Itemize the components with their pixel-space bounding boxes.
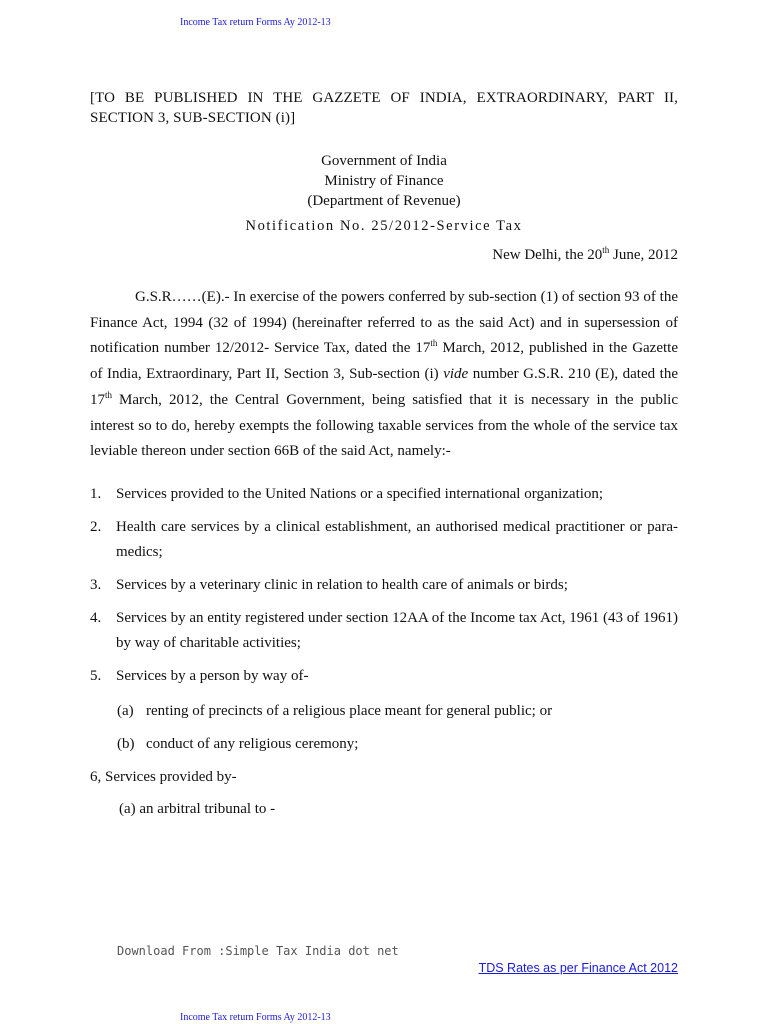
department-line: (Department of Revenue) xyxy=(307,193,461,209)
sub-item xyxy=(117,699,678,724)
item-number: 1. xyxy=(90,485,102,502)
list-item xyxy=(90,664,678,689)
authority-block xyxy=(90,151,678,211)
item-text: Services by an entity registered under section 12AA of the Income tax Act, 1961 (43 of 1961) by way of charitable activities; xyxy=(116,609,678,651)
item-text: Services by a person by way of- xyxy=(116,667,309,684)
preamble-part1: G.S.R……(E).- In exercise of the powers conferred by sub-section (1) of section 93 of the Finance Act, 1994 (32 of 1994) (hereinafter referred to as the said Act) and in supersession of notification number 12/2012- Service Tax, dated the 17 xyxy=(90,289,678,357)
preamble-part3: number G.S.R. 210 (E), dated the 17 xyxy=(90,366,678,408)
government-line: Government of India xyxy=(321,153,447,169)
item-number: 2. xyxy=(90,518,102,535)
item-number: 5. xyxy=(90,667,102,684)
publication-note: [TO BE PUBLISHED IN THE GAZZETE OF INDIA, EXTRAORDINARY, PART II, SECTION 3, SUB-SECTION (i)] xyxy=(90,90,678,126)
sub-item xyxy=(117,732,678,757)
preamble-paragraph xyxy=(90,285,678,465)
exemption-list xyxy=(90,482,678,822)
date-line xyxy=(90,247,678,264)
notification-title: Notification No. 25/2012-Service Tax xyxy=(245,218,523,234)
item-text: Services provided to the United Nations or a specified international organization; xyxy=(116,485,604,502)
header-link[interactable]: Income Tax return Forms Ay 2012-13 xyxy=(180,17,331,28)
sub-item-number: (b) xyxy=(117,735,135,752)
date-sup: th xyxy=(602,245,610,255)
download-source-text: Download From :Simple Tax India dot net xyxy=(117,944,399,958)
date-prefix: New Delhi, the 20 xyxy=(492,247,603,263)
list-item xyxy=(90,482,678,507)
sub-item-number: (a) xyxy=(117,702,134,719)
preamble-part4: March, 2012, the Central Government, being satisfied that it is necessary in the public interest so to do, hereby exempts the following taxable services from the whole of the service tax leviable thereon under section 66B of the said Act, namely:- xyxy=(90,391,678,460)
list-item xyxy=(90,515,678,565)
sub-item-text: renting of precincts of a religious place meant for general public; or xyxy=(146,702,553,719)
ministry-line: Ministry of Finance xyxy=(324,173,444,189)
footer-link[interactable]: Income Tax return Forms Ay 2012-13 xyxy=(180,1012,331,1023)
date-suffix: June, 2012 xyxy=(609,247,678,263)
list-item xyxy=(90,606,678,656)
item-text: Services by a veterinary clinic in relation to health care of animals or birds; xyxy=(116,576,568,593)
document-body xyxy=(90,88,678,822)
item-number: 3. xyxy=(90,576,102,593)
preamble-sup2: th xyxy=(105,389,113,400)
preamble-sup1: th xyxy=(430,338,438,349)
item-six-a: (a) an arbitral tribunal to - xyxy=(119,800,276,817)
item-six: 6, Services provided by- xyxy=(90,768,237,785)
preamble-vide: vide xyxy=(443,366,469,383)
sub-item-text: conduct of any religious ceremony; xyxy=(146,735,359,752)
preamble-part2: March, 2012, published in the Gazette of India, Extraordinary, Part II, Section 3, Sub-section (i) xyxy=(90,340,678,383)
item-text: Health care services by a clinical establishment, an authorised medical practitioner or para-medics; xyxy=(116,518,678,560)
item-number: 4. xyxy=(90,609,102,626)
tds-rates-link[interactable]: TDS Rates as per Finance Act 2012 xyxy=(478,961,678,975)
list-item xyxy=(90,573,678,598)
